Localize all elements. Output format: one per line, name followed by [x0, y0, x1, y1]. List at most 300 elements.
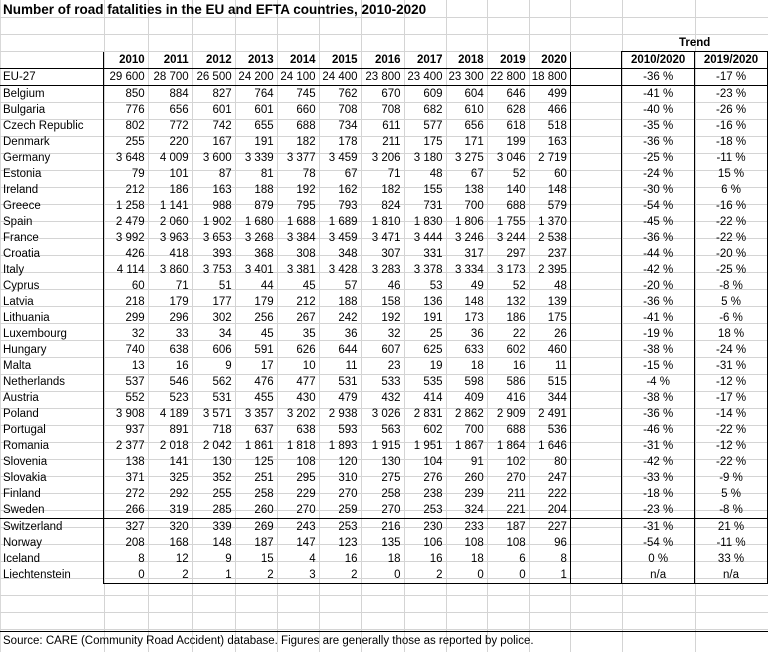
value-cell: 455 [254, 392, 274, 404]
value-cell: 260 [464, 472, 484, 484]
empty-cell [570, 102, 621, 118]
table-row [0, 69, 768, 86]
value-cell: 656 [464, 120, 484, 132]
trend-cell: -30 % [622, 182, 695, 198]
value-cell: 136 [423, 296, 443, 308]
value-cell: 24 100 [277, 69, 319, 86]
value-cell: 211 [382, 136, 401, 148]
value-cell: 212 [104, 182, 148, 198]
value-cell: 533 [381, 376, 401, 388]
value-cell: 2 [148, 567, 192, 584]
table-row [0, 278, 768, 294]
trend-cell: -12 % [695, 374, 768, 390]
empty-cell [570, 358, 621, 374]
value-cell: 12 [175, 553, 189, 565]
empty-cell [570, 551, 621, 567]
value-cell: 269 [254, 521, 274, 533]
value-cell: 682 [423, 104, 443, 116]
value-cell: 192 [296, 184, 316, 196]
value-cell: 602 [423, 424, 443, 436]
value-cell: 51 [218, 280, 232, 292]
table-row [0, 86, 768, 103]
value-cell: 243 [296, 521, 316, 533]
country-name: Iceland [3, 553, 41, 565]
trend-cell: 0 % [622, 551, 695, 567]
empty-cell [570, 52, 621, 69]
table-row [0, 102, 768, 118]
value-cell: 3 908 [104, 406, 148, 422]
value-cell: 26 [529, 326, 571, 342]
value-cell: 2 042 [202, 440, 232, 452]
table-row [0, 470, 768, 486]
value-cell: 879 [254, 200, 274, 212]
value-cell: 87 [218, 168, 232, 180]
value-cell: 656 [169, 104, 189, 116]
trend-cell: n/a [695, 567, 768, 584]
value-cell: 1 861 [244, 440, 274, 452]
value-cell: 186 [169, 184, 189, 196]
empty-cell [570, 198, 621, 214]
trend-cell: -19 % [622, 326, 695, 342]
empty-cell [277, 35, 319, 52]
trend-cell: -36 % [622, 230, 695, 246]
value-cell: 3 571 [202, 408, 232, 420]
value-cell: 430 [296, 392, 316, 404]
value-cell: 139 [529, 294, 571, 310]
trend-cell: -38 % [622, 390, 695, 406]
empty-cell [570, 118, 621, 134]
value-cell: 0 [487, 567, 529, 584]
country-name: Romania [3, 440, 50, 452]
value-cell: 3 [277, 567, 319, 584]
value-cell: 18 [470, 553, 484, 565]
trend-cell: -26 % [695, 102, 768, 118]
value-cell: 23 400 [404, 69, 446, 86]
trend-cell: -11 % [695, 150, 768, 166]
value-cell: 253 [338, 521, 358, 533]
value-cell: 13 [104, 358, 148, 374]
value-cell: 633 [464, 344, 484, 356]
trend-cell: -11 % [695, 535, 768, 551]
value-cell: 795 [296, 200, 316, 212]
value-cell: 320 [169, 521, 189, 533]
value-cell: 167 [212, 136, 232, 148]
value-cell: 2 491 [529, 406, 571, 422]
value-cell: 3 377 [286, 152, 316, 164]
value-cell: 708 [338, 104, 358, 116]
value-cell: 28 700 [148, 69, 192, 86]
value-cell: 827 [212, 88, 232, 100]
value-cell: 2 938 [328, 408, 358, 420]
trend-cell: -24 % [695, 342, 768, 358]
value-cell: 8 [104, 551, 148, 567]
country-name: Netherlands [3, 376, 66, 388]
value-cell: 3 444 [413, 232, 443, 244]
table-row [0, 551, 768, 567]
value-cell: 177 [212, 296, 232, 308]
empty-cell [570, 246, 621, 262]
empty-cell [570, 454, 621, 470]
value-cell: 546 [169, 376, 189, 388]
value-cell: 1 867 [454, 440, 484, 452]
value-cell: 644 [338, 344, 358, 356]
value-cell: 186 [506, 312, 526, 324]
value-cell: 2 395 [529, 262, 571, 278]
value-cell: 179 [254, 296, 274, 308]
value-cell: 3 244 [496, 232, 526, 244]
value-cell: 49 [470, 280, 484, 292]
value-cell: 1 755 [496, 216, 526, 228]
empty-cell [570, 342, 621, 358]
value-cell: 2 909 [496, 408, 526, 420]
trend-header-0: 2010/2020 [622, 52, 695, 69]
value-cell: 0 [361, 567, 404, 584]
empty-cell [570, 35, 621, 52]
value-cell: 155 [423, 184, 443, 196]
trend-cell: -17 % [695, 69, 768, 86]
value-cell: 2 [319, 567, 361, 584]
value-cell: 259 [319, 502, 361, 519]
value-cell: 91 [470, 456, 484, 468]
value-cell: 24 200 [235, 69, 277, 86]
value-cell: 731 [423, 200, 443, 212]
trend-cell: -25 % [695, 262, 768, 278]
value-cell: 535 [423, 376, 443, 388]
value-cell: 3 471 [371, 232, 401, 244]
value-cell: 2 377 [104, 438, 148, 454]
empty-cell [570, 486, 621, 502]
value-cell: 742 [212, 120, 232, 132]
value-cell: 256 [254, 312, 274, 324]
country-name: France [3, 232, 39, 244]
value-cell: 101 [169, 168, 189, 180]
value-cell: 1 [192, 567, 235, 584]
country-name: Germany [3, 152, 51, 164]
value-cell: 163 [529, 134, 571, 150]
table-row [0, 390, 768, 406]
value-cell: 479 [338, 392, 358, 404]
value-cell: 270 [506, 472, 526, 484]
value-cell: 824 [381, 200, 401, 212]
value-cell: 3 860 [159, 264, 189, 276]
trend-cell: -41 % [622, 86, 695, 103]
empty-cell [570, 406, 621, 422]
value-cell: 8 [529, 551, 571, 567]
empty-cell [570, 294, 621, 310]
value-cell: 108 [506, 537, 526, 549]
trend-cell: -16 % [695, 118, 768, 134]
value-cell: 368 [254, 248, 274, 260]
value-cell: 67 [344, 168, 358, 180]
year-header-2012: 2012 [192, 52, 235, 69]
value-cell: 601 [254, 104, 274, 116]
value-cell: 2 [404, 567, 446, 584]
value-cell: 71 [387, 168, 401, 180]
value-cell: 2 018 [159, 440, 189, 452]
trend-cell: -22 % [695, 454, 768, 470]
value-cell: 604 [464, 88, 484, 100]
country-name: Estonia [3, 168, 42, 180]
value-cell: 148 [212, 537, 232, 549]
value-cell: 4 189 [159, 408, 189, 420]
value-cell: 3 428 [328, 264, 358, 276]
empty-cell [570, 374, 621, 390]
value-cell: 688 [506, 424, 526, 436]
value-cell: 4 114 [104, 262, 148, 278]
trend-cell: -33 % [622, 470, 695, 486]
value-cell: 3 046 [496, 152, 526, 164]
country-name: Switzerland [3, 521, 63, 533]
value-cell: 258 [381, 488, 401, 500]
value-cell: 891 [169, 424, 189, 436]
sheet-title: Number of road fatalities in the EU and EFTA countries, 2010-2020 [3, 2, 427, 17]
country-name: Liechtenstein [3, 569, 71, 582]
value-cell: 25 [429, 328, 443, 340]
value-cell: 16 [175, 360, 189, 372]
gridline [0, 612, 768, 613]
value-cell: 1 830 [413, 216, 443, 228]
country-name: Ireland [3, 184, 39, 196]
value-cell: 229 [296, 488, 316, 500]
value-cell: 10 [302, 360, 316, 372]
value-cell: 3 334 [454, 264, 484, 276]
table-row [0, 134, 768, 150]
value-cell: 1 689 [328, 216, 358, 228]
trend-cell: -40 % [622, 102, 695, 118]
value-cell: 988 [212, 200, 232, 212]
value-cell: 138 [104, 454, 148, 470]
empty-cell [529, 35, 571, 52]
table-row [0, 406, 768, 422]
value-cell: 178 [338, 136, 358, 148]
year-header-2019: 2019 [487, 52, 529, 69]
value-cell: 1 688 [286, 216, 316, 228]
trend-cell: -36 % [622, 69, 695, 86]
table-row [0, 230, 768, 246]
value-cell: 255 [104, 134, 148, 150]
country-name: Portugal [3, 424, 46, 436]
trend-cell: -15 % [622, 358, 695, 374]
value-cell: 11 [345, 360, 358, 372]
trend-cell: -20 % [695, 246, 768, 262]
country-name: Slovenia [3, 456, 48, 468]
value-cell: 158 [381, 296, 401, 308]
table-row [0, 454, 768, 470]
value-cell: 552 [104, 390, 148, 406]
table-row [0, 422, 768, 438]
trend-header-1: 2019/2020 [695, 52, 768, 69]
value-cell: 562 [212, 376, 232, 388]
value-cell: 536 [529, 422, 571, 438]
country-name: Croatia [3, 248, 41, 260]
country-name: Slovakia [3, 472, 47, 484]
value-cell: 793 [338, 200, 358, 212]
trend-cell: -54 % [622, 198, 695, 214]
value-cell: 609 [423, 88, 443, 100]
value-cell: 188 [254, 184, 274, 196]
value-cell: 688 [506, 200, 526, 212]
trend-cell: -22 % [695, 230, 768, 246]
value-cell: 106 [423, 537, 443, 549]
value-cell: 11 [529, 358, 571, 374]
country-name: Poland [3, 408, 39, 420]
value-cell: 23 800 [361, 69, 404, 86]
year-header-2016: 2016 [361, 52, 404, 69]
value-cell: 3 401 [244, 264, 274, 276]
value-cell: 175 [529, 310, 571, 326]
empty-cell [570, 69, 621, 86]
value-cell: 23 300 [446, 69, 487, 86]
table-row [0, 246, 768, 262]
value-cell: 120 [338, 456, 358, 468]
value-cell: 299 [104, 310, 148, 326]
value-cell: 187 [254, 537, 274, 549]
year-header-2015: 2015 [319, 52, 361, 69]
trend-cell: -17 % [695, 390, 768, 406]
value-cell: 772 [169, 120, 189, 132]
value-cell: 258 [254, 488, 274, 500]
value-cell: 191 [423, 312, 443, 324]
value-cell: 628 [506, 104, 526, 116]
table-row [0, 198, 768, 214]
value-cell: 523 [169, 392, 189, 404]
trend-cell: -22 % [695, 422, 768, 438]
value-cell: 9 [225, 360, 232, 372]
value-cell: 477 [296, 376, 316, 388]
year-header-2014: 2014 [277, 52, 319, 69]
value-cell: 81 [260, 168, 274, 180]
trend-header: Trend [678, 37, 711, 49]
value-cell: 130 [381, 456, 401, 468]
value-cell: 123 [338, 537, 358, 549]
country-name: Norway [3, 537, 42, 549]
empty-cell [570, 214, 621, 230]
value-cell: 414 [423, 392, 443, 404]
trend-cell: 5 % [695, 486, 768, 502]
value-cell: 3 459 [328, 232, 358, 244]
value-cell: 297 [506, 248, 526, 260]
value-cell: 19 [429, 360, 443, 372]
value-cell: 24 400 [319, 69, 361, 86]
value-cell: 531 [338, 376, 358, 388]
value-cell: 230 [423, 521, 443, 533]
value-cell: 393 [212, 248, 232, 260]
value-cell: 466 [529, 102, 571, 118]
empty-cell [570, 567, 621, 584]
value-cell: 1 806 [454, 216, 484, 228]
value-cell: 531 [212, 392, 232, 404]
trend-cell: 6 % [695, 182, 768, 198]
value-cell: 4 [309, 553, 316, 565]
value-cell: 638 [296, 424, 316, 436]
value-cell: 776 [104, 102, 148, 118]
empty-cell [361, 35, 404, 52]
value-cell: 211 [507, 488, 526, 500]
value-cell: 325 [169, 472, 189, 484]
value-cell: 125 [254, 456, 274, 468]
value-cell: 141 [169, 456, 189, 468]
trend-cell: -45 % [622, 214, 695, 230]
value-cell: 655 [254, 120, 274, 132]
value-cell: 670 [381, 88, 401, 100]
value-cell: 3 206 [371, 152, 401, 164]
value-cell: 3 753 [202, 264, 232, 276]
empty-cell [570, 535, 621, 551]
table-row [0, 358, 768, 374]
value-cell: 132 [506, 296, 526, 308]
trend-cell: -31 % [695, 358, 768, 374]
value-cell: 606 [212, 344, 232, 356]
value-cell: 708 [381, 104, 401, 116]
value-cell: 476 [254, 376, 274, 388]
value-cell: 331 [423, 248, 443, 260]
value-cell: 216 [381, 521, 401, 533]
trend-cell: 33 % [695, 551, 768, 567]
value-cell: 32 [387, 328, 401, 340]
value-cell: 418 [169, 248, 189, 260]
country-name: EU-27 [0, 69, 104, 86]
value-cell: 3 283 [371, 264, 401, 276]
trend-cell: -18 % [622, 486, 695, 502]
value-cell: 71 [175, 280, 189, 292]
value-cell: 625 [423, 344, 443, 356]
value-cell: 700 [464, 424, 484, 436]
empty-cell [570, 390, 621, 406]
value-cell: 718 [212, 424, 232, 436]
empty-cell [570, 502, 621, 519]
trend-cell: -22 % [695, 214, 768, 230]
value-cell: 426 [104, 246, 148, 262]
value-cell: 162 [338, 184, 358, 196]
value-cell: 1 810 [371, 216, 401, 228]
empty-cell [570, 134, 621, 150]
value-cell: 255 [212, 488, 232, 500]
table-row [0, 535, 768, 551]
value-cell: 60 [529, 166, 571, 182]
value-cell: 29 600 [104, 69, 148, 86]
value-cell: 182 [296, 136, 316, 148]
fatalities-table [0, 35, 768, 584]
value-cell: 18 [387, 553, 401, 565]
value-cell: 292 [169, 488, 189, 500]
trend-cell: -38 % [622, 342, 695, 358]
country-name: Malta [3, 360, 32, 372]
value-cell: 1 370 [529, 214, 571, 230]
trend-cell: -18 % [695, 134, 768, 150]
trend-cell: n/a [622, 567, 695, 584]
value-cell: 734 [338, 120, 358, 132]
trend-cell: -16 % [695, 198, 768, 214]
empty-cell [570, 86, 621, 103]
empty-cell [570, 310, 621, 326]
value-cell: 147 [296, 537, 316, 549]
trend-cell: -14 % [695, 406, 768, 422]
value-cell: 577 [423, 120, 443, 132]
value-cell: 660 [296, 104, 316, 116]
empty-cell [570, 262, 621, 278]
country-name: Luxembourg [3, 328, 67, 340]
value-cell: 1 893 [328, 440, 358, 452]
value-cell: 46 [387, 280, 401, 292]
gridline [0, 595, 768, 596]
trend-cell: -36 % [622, 134, 695, 150]
value-cell: 218 [104, 294, 148, 310]
value-cell: 0 [446, 567, 487, 584]
table-row [0, 519, 768, 536]
value-cell: 308 [296, 248, 316, 260]
value-cell: 3 246 [454, 232, 484, 244]
value-cell: 700 [464, 200, 484, 212]
